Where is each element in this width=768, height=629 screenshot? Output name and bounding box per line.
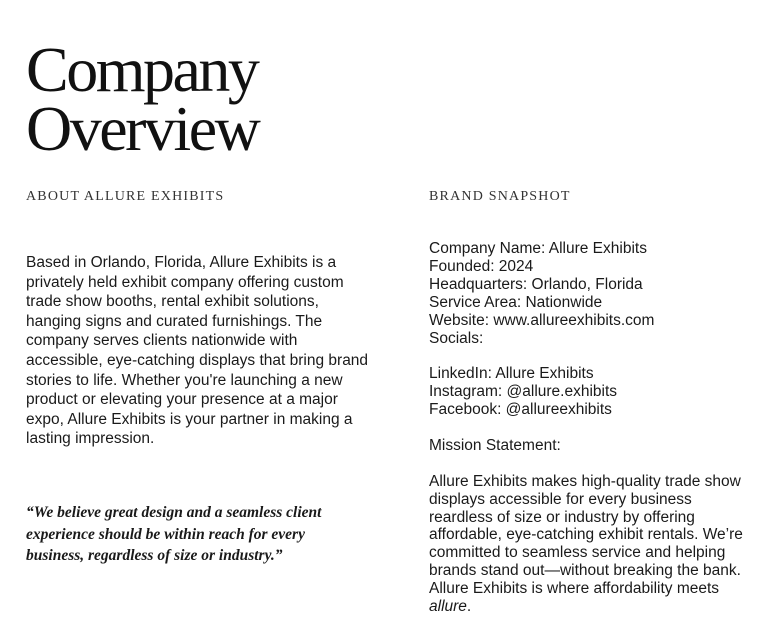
page-title-line-2: Overview [26,93,259,164]
about-body-text: Based in Orlando, Florida, Allure Exhibits is a privately held exhibit company offering custom trade show booths, rental exhibit solutions, hanging signs and curated furnishings. The company serves clients nationwide with accessible, eye-catching displays that bring brand stories to life. Whether you're launching a new product or elevating your presence at a major expo, Allure Exhibits is your partner in making a lasting impression. [26,254,369,448]
founded-year: Founded: 2024 [429,257,534,275]
linkedin-handle: LinkedIn: Allure Exhibits [429,365,594,383]
mission-text: Allure Exhibits makes high-quality trade show displays accessible for every business reardless of size or industry by offering affordable, eye-catching exhibit rentals. We’re committed to seamless service and helping brands stand out—without breaking the bank. Allure Exhibits is where affordability meets [429,472,743,598]
pull-quote: “We believe great design and a seamless client experience should be within reach for every business, regardless of size or industry.” [26,504,322,564]
spacer [429,347,759,365]
spacer [429,419,759,437]
page-title [26,34,259,164]
mission-statement-text [429,473,759,616]
service-area: Service Area: Nationwide [429,293,603,311]
brand-snapshot-details [429,240,759,616]
socials-label: Socials: [429,329,484,347]
spacer [429,455,759,473]
instagram-handle: Instagram: @allure.exhibits [429,383,618,401]
website: Website: www.allureexhibits.com [429,311,655,329]
brand-snapshot-label: BRAND SNAPSHOT [429,189,571,204]
mission-statement-label: Mission Statement: [429,436,561,454]
about-section-label: ABOUT ALLURE EXHIBITS [26,189,225,204]
mission-emphasis: allure [429,598,467,616]
company-name: Company Name: Allure Exhibits [429,240,647,257]
mission-end: . [466,598,472,616]
page-title-line-1: Company [26,34,258,105]
headquarters: Headquarters: Orlando, Florida [429,275,643,293]
facebook-handle: Facebook: @allureexhibits [429,401,612,419]
